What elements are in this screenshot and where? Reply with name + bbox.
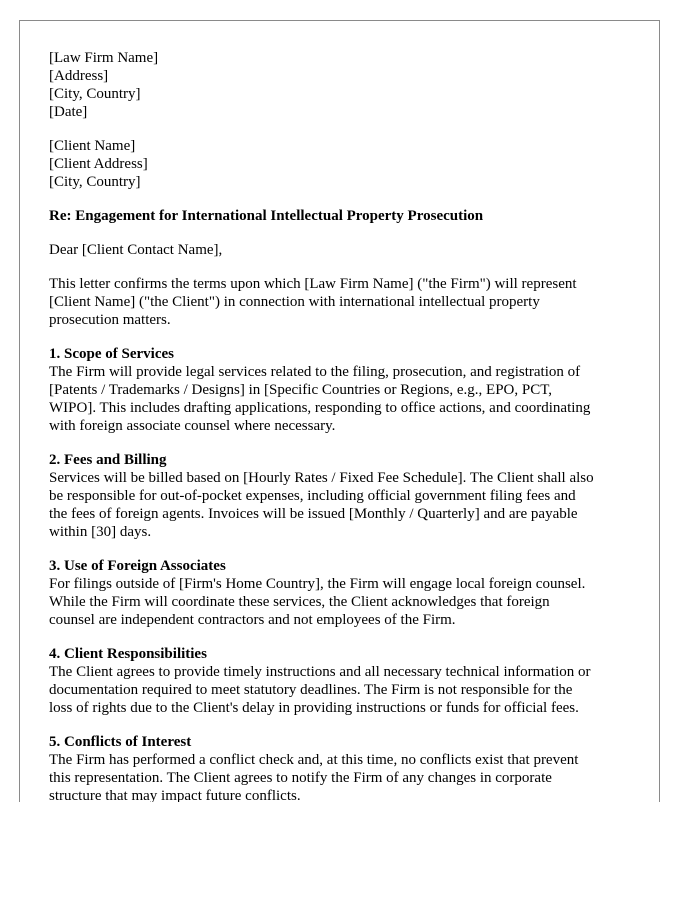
sender-firm-name: [Law Firm Name] [49,50,159,66]
subject-text: Re: Engagement for International Intellectual Property Prosecution [49,208,484,224]
section-line: WIPO]. This includes drafting applications, responding to office actions, and coordinating [49,400,591,416]
section-line: The Firm has performed a conflict check and, at this time, no conflicts exist that prevent [49,752,579,768]
section-line: loss of rights due to the Client's delay in providing instructions or funds for official fees. [49,700,579,716]
section-client-responsibilities [49,645,639,717]
recipient-block [49,137,639,191]
section-line: be responsible for out-of-pocket expenses, including official government filing fees and [49,488,576,504]
section-heading: 1. Scope of Services [49,346,174,362]
recipient-client-address: [Client Address] [49,156,148,172]
section-conflicts-of-interest [49,733,639,802]
section-line: Services will be billed based on [Hourly Rates / Fixed Fee Schedule]. The Client shall also [49,470,594,486]
intro-line: prosecution matters. [49,312,171,328]
section-line: structure that may impact future conflicts. [49,788,301,802]
letter-date: [Date] [49,104,88,120]
intro-line: [Client Name] ("the Client") in connection with international intellectual property [49,294,540,310]
section-line: The Firm will provide legal services related to the filing, prosecution, and registration of [49,364,581,380]
section-line: While the Firm will coordinate these services, the Client acknowledges that foreign [49,594,550,610]
section-line: with foreign associate counsel where necessary. [49,418,336,434]
sender-address: [Address] [49,68,109,84]
section-heading: 4. Client Responsibilities [49,646,207,662]
section-heading: 2. Fees and Billing [49,452,167,468]
section-fees-and-billing [49,451,639,541]
section-line: The Client agrees to provide timely instructions and all necessary technical information or [49,664,591,680]
letter-body [49,49,639,802]
intro-line: This letter confirms the terms upon which [Law Firm Name] ("the Firm") will represent [49,276,577,292]
section-line: For filings outside of [Firm's Home Country], the Firm will engage local foreign counsel. [49,576,586,592]
sender-city-country: [City, Country] [49,86,141,102]
section-line: [Patents / Trademarks / Designs] in [Specific Countries or Regions, e.g., EPO, PCT, [49,382,553,398]
section-line: this representation. The Client agrees to notify the Firm of any changes in corporate [49,770,552,786]
recipient-client-name: [Client Name] [49,138,136,154]
letter-page [19,20,660,802]
section-heading: 5. Conflicts of Interest [49,734,192,750]
subject-line [49,207,639,225]
sender-block [49,49,639,121]
section-line: documentation required to meet statutory deadlines. The Firm is not responsible for the [49,682,573,698]
section-heading: 3. Use of Foreign Associates [49,558,226,574]
section-line: counsel are independent contractors and not employees of the Firm. [49,612,456,628]
section-line: within [30] days. [49,524,152,540]
section-line: the fees of foreign agents. Invoices will be issued [Monthly / Quarterly] and are payable [49,506,578,522]
section-foreign-associates [49,557,639,629]
section-scope-of-services [49,345,639,435]
salutation [49,241,639,259]
salutation-text: Dear [Client Contact Name], [49,242,223,258]
intro-paragraph [49,275,639,329]
recipient-city-country: [City, Country] [49,174,141,190]
